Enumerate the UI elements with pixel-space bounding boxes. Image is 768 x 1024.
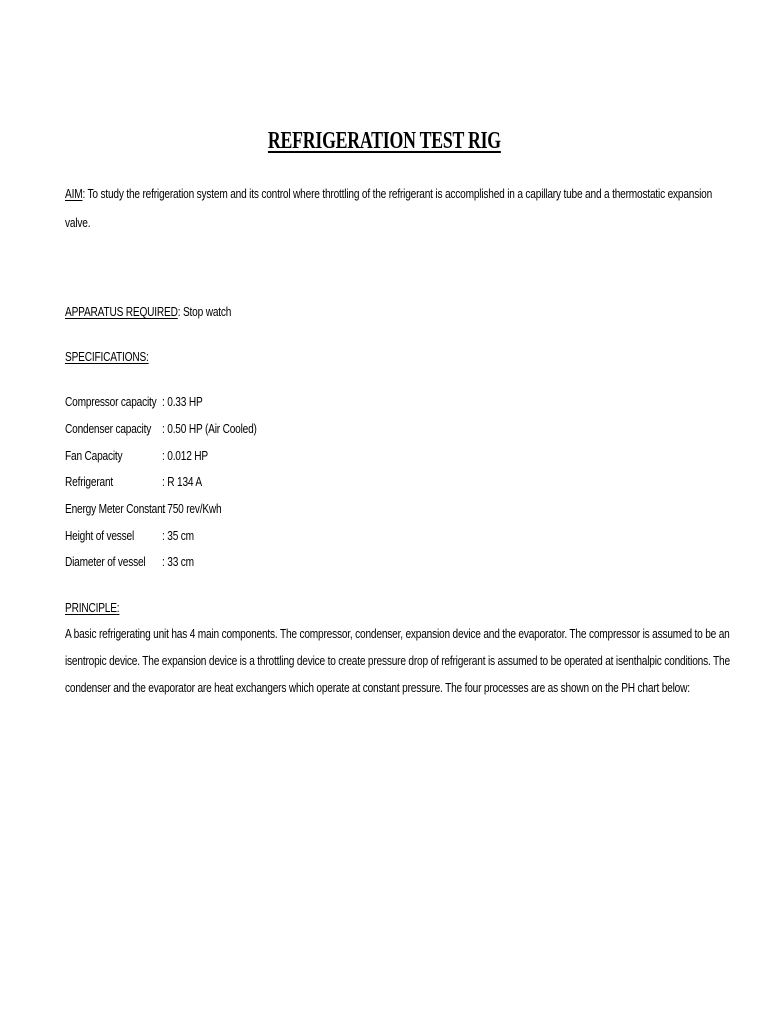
spec-label: Fan Capacity (65, 448, 123, 463)
aim-line-1 (65, 186, 712, 202)
aim-text-line-1: : To study the refrigeration system and its control where throttling of the refrigerant is accomplished in a capillary tube and a thermostatic expansion (82, 186, 713, 201)
page-title-wrap (0, 128, 768, 155)
principle-line-1: A basic refrigerating unit has 4 main components. The compressor, condenser, expansion device and the evaporator. The compressor is assumed to be an (65, 626, 730, 641)
specifications-heading-text: SPECIFICATIONS (65, 349, 147, 364)
spec-label: Diameter of vessel (65, 554, 146, 569)
spec-value: : 750 rev/Kwh (162, 501, 222, 516)
page-title: REFRIGERATION TEST RIG (267, 128, 501, 154)
apparatus-label: APPARATUS REQUIRED (65, 304, 178, 319)
specifications-heading (65, 349, 149, 365)
specifications-heading-suffix: : (146, 349, 149, 364)
principle-heading (65, 600, 119, 616)
spec-value: : 0.50 HP (Air Cooled) (162, 421, 257, 436)
spec-value: : 33 cm (162, 554, 194, 569)
principle-heading-suffix: : (116, 600, 120, 615)
principle-line-3: condenser and the evaporator are heat exchangers which operate at constant pressure. The four processes are as shown on the PH chart below: (65, 680, 690, 695)
spec-label: Compressor capacity (65, 394, 157, 409)
spec-label: Condenser capacity (65, 421, 152, 436)
apparatus-value: : Stop watch (177, 304, 232, 319)
aim-label: AIM (65, 186, 83, 201)
spec-value: : 0.012 HP (162, 448, 208, 463)
aim-text-line-2: valve. (65, 215, 91, 230)
spec-label: Energy Meter Constant (65, 501, 166, 516)
principle-heading-text: PRINCIPLE (65, 600, 117, 615)
principle-line-2: isentropic device. The expansion device is a throttling device to create pressure drop of refrigerant is assumed to be operated at isenthalpic conditions. The (65, 653, 730, 668)
apparatus-line (65, 304, 231, 320)
spec-value: : 35 cm (162, 528, 194, 543)
aim-line-2 (65, 215, 90, 231)
spec-value: : R 134 A (162, 474, 202, 489)
spec-label: Refrigerant (65, 474, 114, 489)
spec-label: Height of vessel (65, 528, 135, 543)
spec-value: : 0.33 HP (162, 394, 203, 409)
